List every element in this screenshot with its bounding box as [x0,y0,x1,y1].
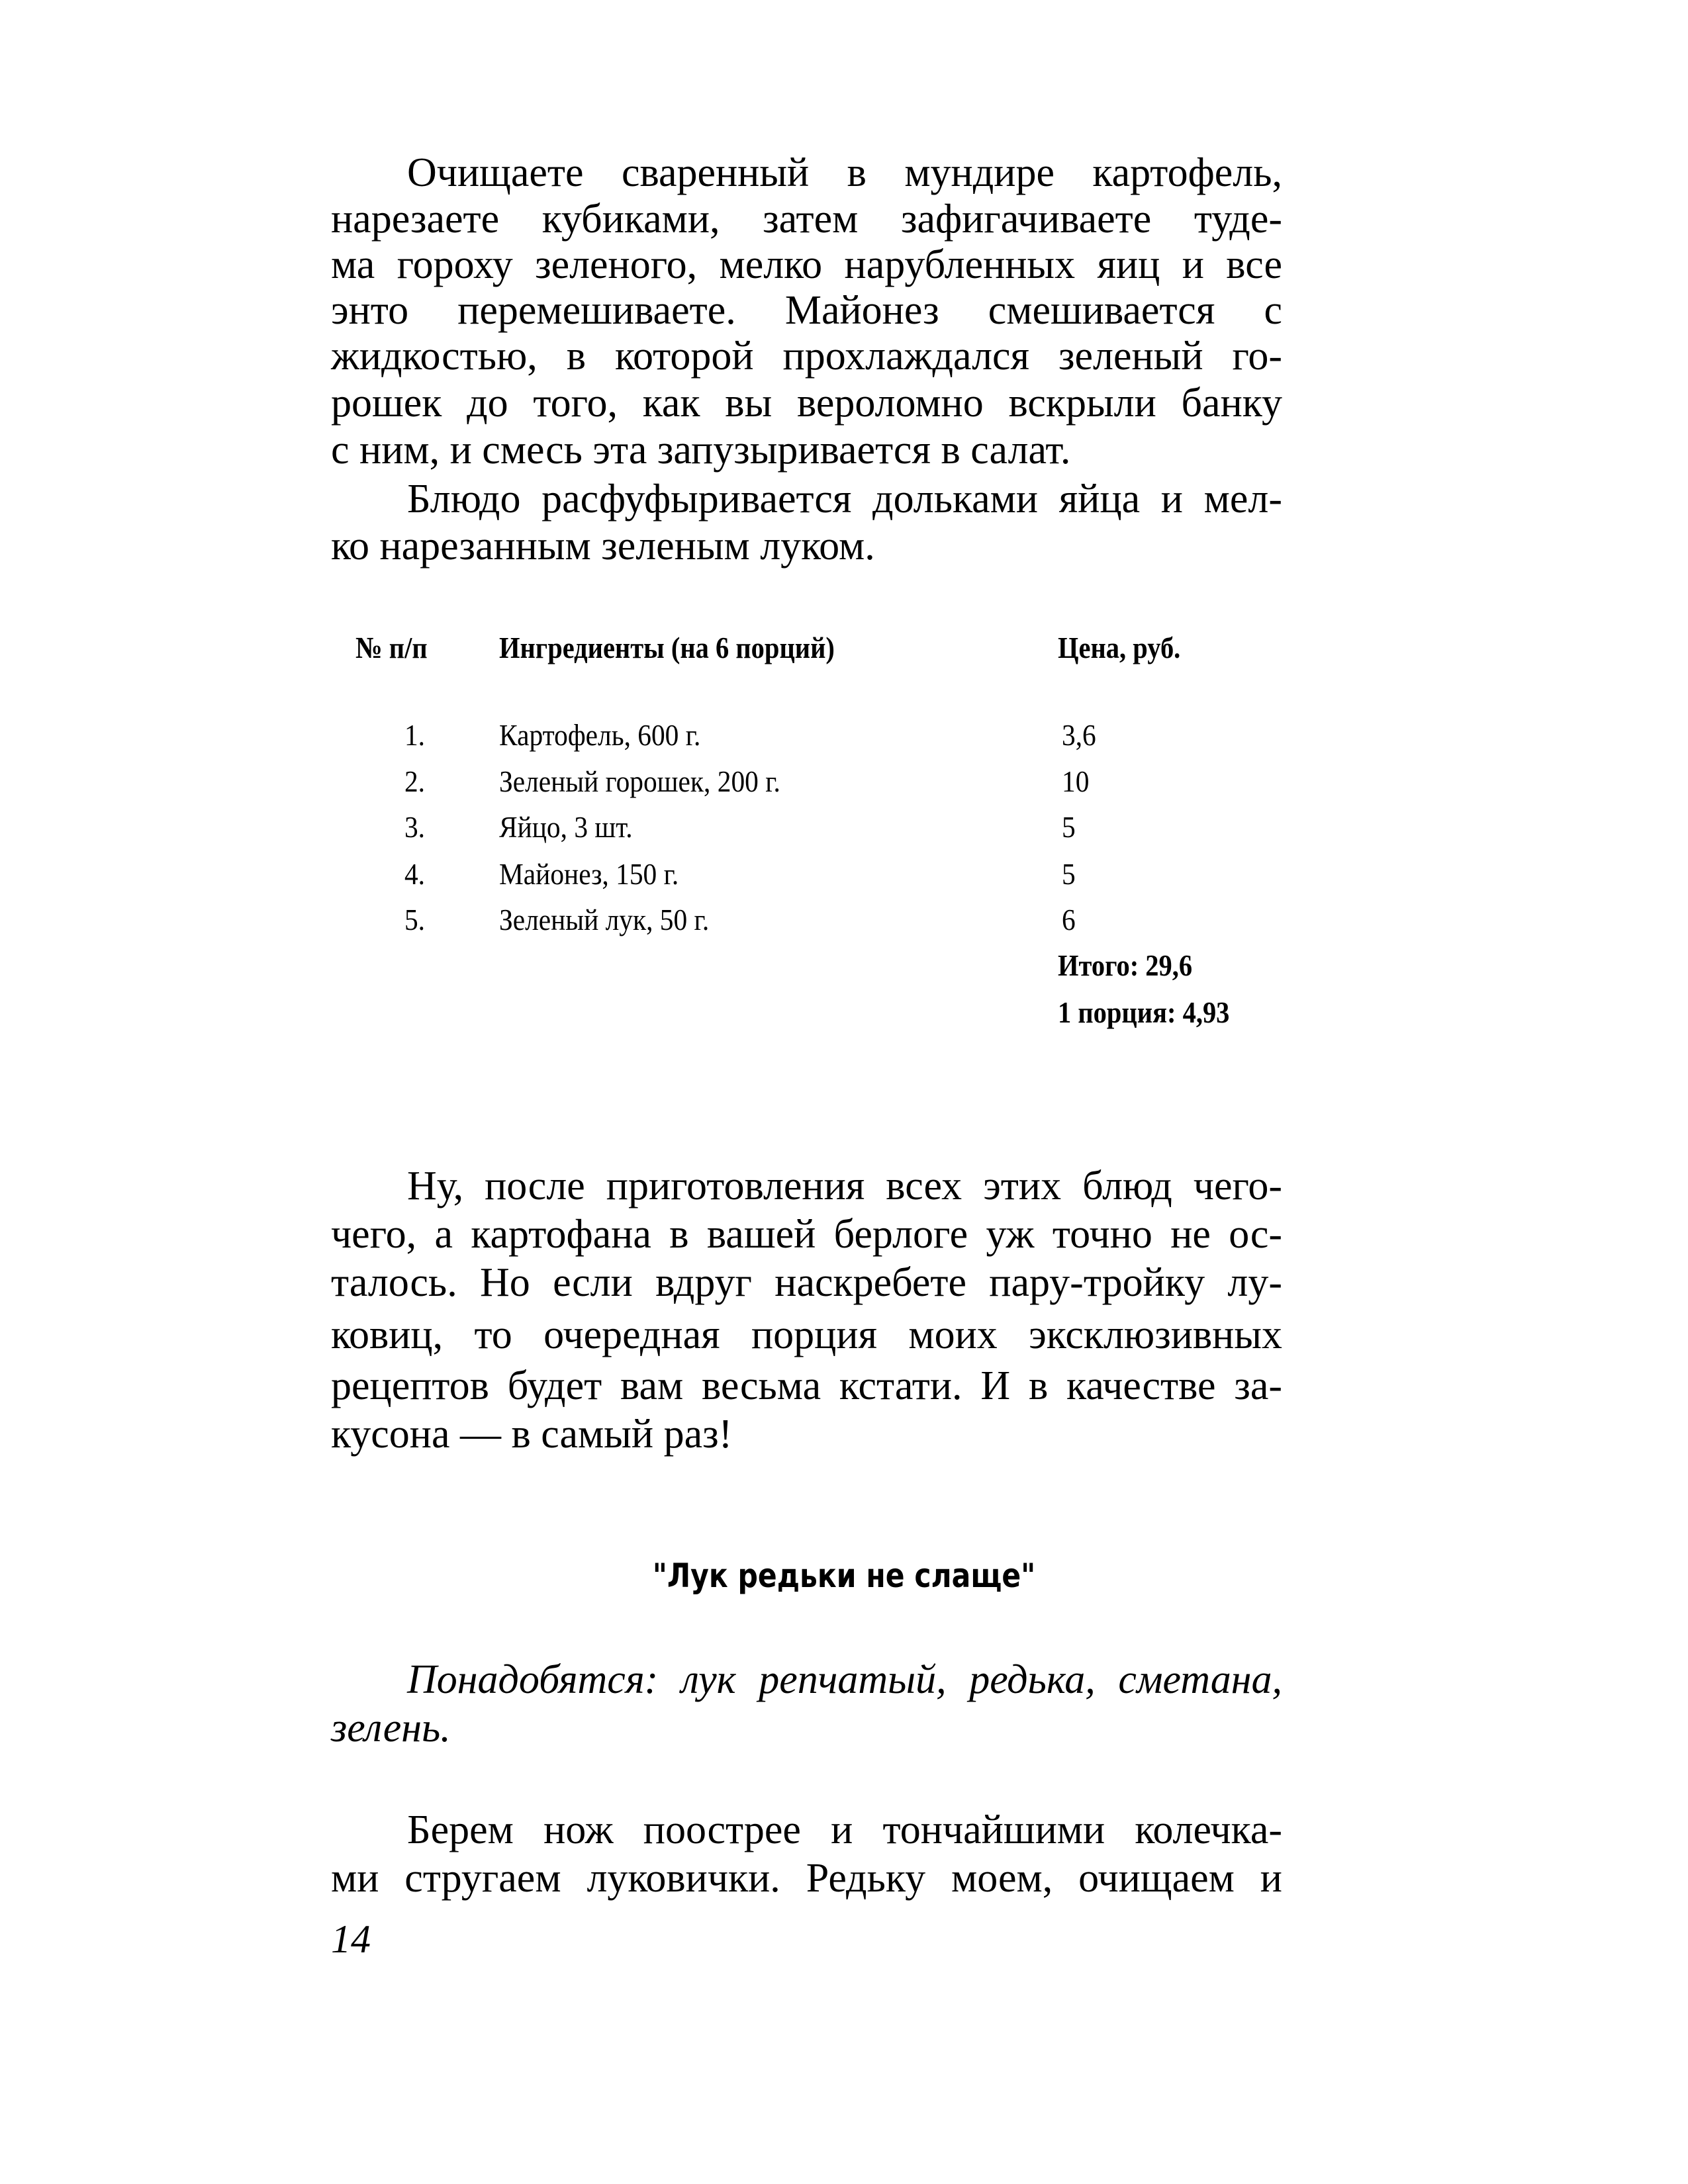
text-line: кусона — в самый раз! [331,1412,733,1457]
text-line: рецептов будет вам весьма кстати. И в качестве за- [331,1363,1282,1408]
text-line: ми стругаем луковички. Редьку моем, очищаем и [331,1856,1282,1901]
text-line: с ним, и смесь эта запузыривается в салат. [331,428,1071,473]
row-number: 1. [404,718,425,752]
text-line: Очищаете сваренный в мундире картофель, [407,150,1282,195]
page-number: 14 [331,1917,371,1961]
row-ingredient: Майонез, 150 г. [499,857,679,891]
row-ingredient: Зеленый лук, 50 г. [499,903,710,936]
text-line: Ну, после приготовления всех этих блюд чего- [407,1163,1282,1208]
text-line: нарезаете кубиками, затем зафигачиваете туде- [331,197,1282,242]
table-total: Итого: 29,6 [1058,948,1193,982]
row-price: 5 [1062,810,1076,844]
row-price: 6 [1062,903,1076,936]
text-line: чего, а картофана в вашей берлоге уж точно не ос- [331,1212,1282,1257]
row-number: 2. [404,764,425,798]
text-line: зелень. [331,1706,451,1751]
row-ingredient: Картофель, 600 г. [499,718,701,752]
text-line: Блюдо расфуфыривается дольками яйца и мел- [407,477,1282,522]
row-price: 10 [1062,764,1090,798]
text-line: ма гороху зеленого, мелко нарубленных яиц и все [331,242,1282,287]
row-number: 4. [404,857,425,891]
text-line: жидкостью, в которой прохлаждался зеленый го- [331,334,1282,379]
table-per-portion: 1 порция: 4,93 [1058,995,1230,1029]
table-header-ingredients: Ингредиенты (на 6 порций) [499,631,835,664]
text-line: талось. Но если вдруг наскребете пару-тройку лу- [331,1260,1282,1305]
text-line: Берем нож поострее и тончайшими колечка- [407,1807,1282,1852]
text-line: ко нарезанным зеленым луком. [331,523,875,569]
table-header-price: Цена, руб. [1058,631,1181,664]
text-line: энто перемешиваете. Майонез смешивается с [331,288,1282,333]
row-ingredient: Зеленый горошек, 200 г. [499,764,780,798]
table-header-number: № п/п [355,631,428,664]
row-price: 5 [1062,857,1076,891]
text-line: рошек до того, как вы вероломно вскрыли банку [331,381,1282,426]
recipe-title: "Лук редьки не слаще" [652,1557,1036,1595]
row-number: 5. [404,903,425,936]
row-price: 3,6 [1062,718,1096,752]
text-line: Понадобятся: лук репчатый, редька, сметана, [407,1657,1282,1702]
text-line: ковиц, то очередная порция моих эксклюзивных [331,1312,1282,1357]
row-number: 3. [404,810,425,844]
row-ingredient: Яйцо, 3 шт. [499,810,633,844]
